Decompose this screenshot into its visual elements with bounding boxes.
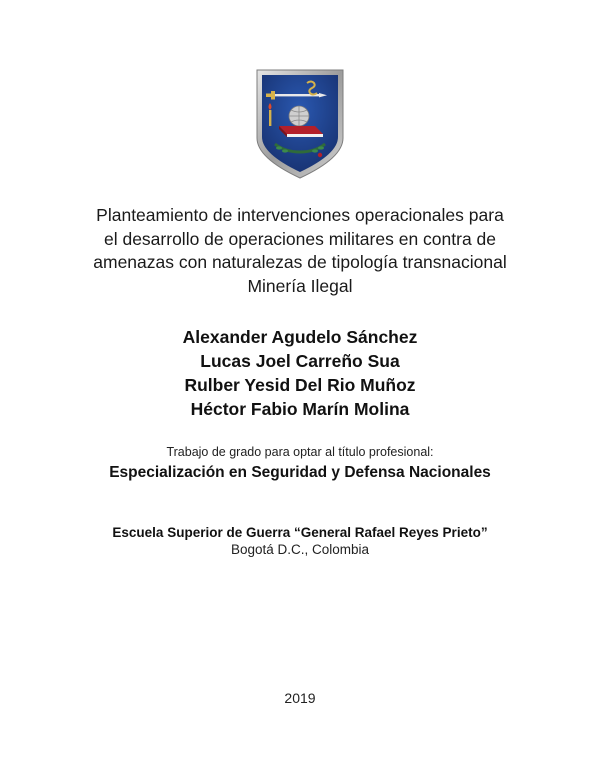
institution-name: Escuela Superior de Guerra “General Rafael Reyes Prieto” [112, 525, 488, 540]
author-name: Héctor Fabio Marín Molina [190, 399, 410, 419]
institution-location: Bogotá D.C., Colombia [230, 542, 370, 557]
title-line: Planteamiento de intervenciones operacionales para [96, 205, 504, 225]
title-line: amenazas con naturalezas de tipología transnacional [93, 252, 507, 273]
degree-name: Especialización en Seguridad y Defensa Nacionales [109, 464, 491, 481]
author-list [40, 325, 560, 421]
author-name: Rulber Yesid Del Rio Muñoz [184, 375, 416, 395]
author-name: Lucas Joel Carreño Sua [200, 351, 400, 371]
military-school-crest-icon [249, 68, 351, 180]
title-line: Minería Ilegal [247, 275, 353, 296]
title-line: el desarrollo de operaciones militares en contra de [103, 228, 497, 249]
author-name: Alexander Agudelo Sánchez [182, 327, 418, 347]
thesis-title [40, 204, 560, 298]
publication-year: 2019 [284, 690, 316, 706]
degree-purpose: Trabajo de grado para optar al título profesional: [166, 445, 434, 459]
